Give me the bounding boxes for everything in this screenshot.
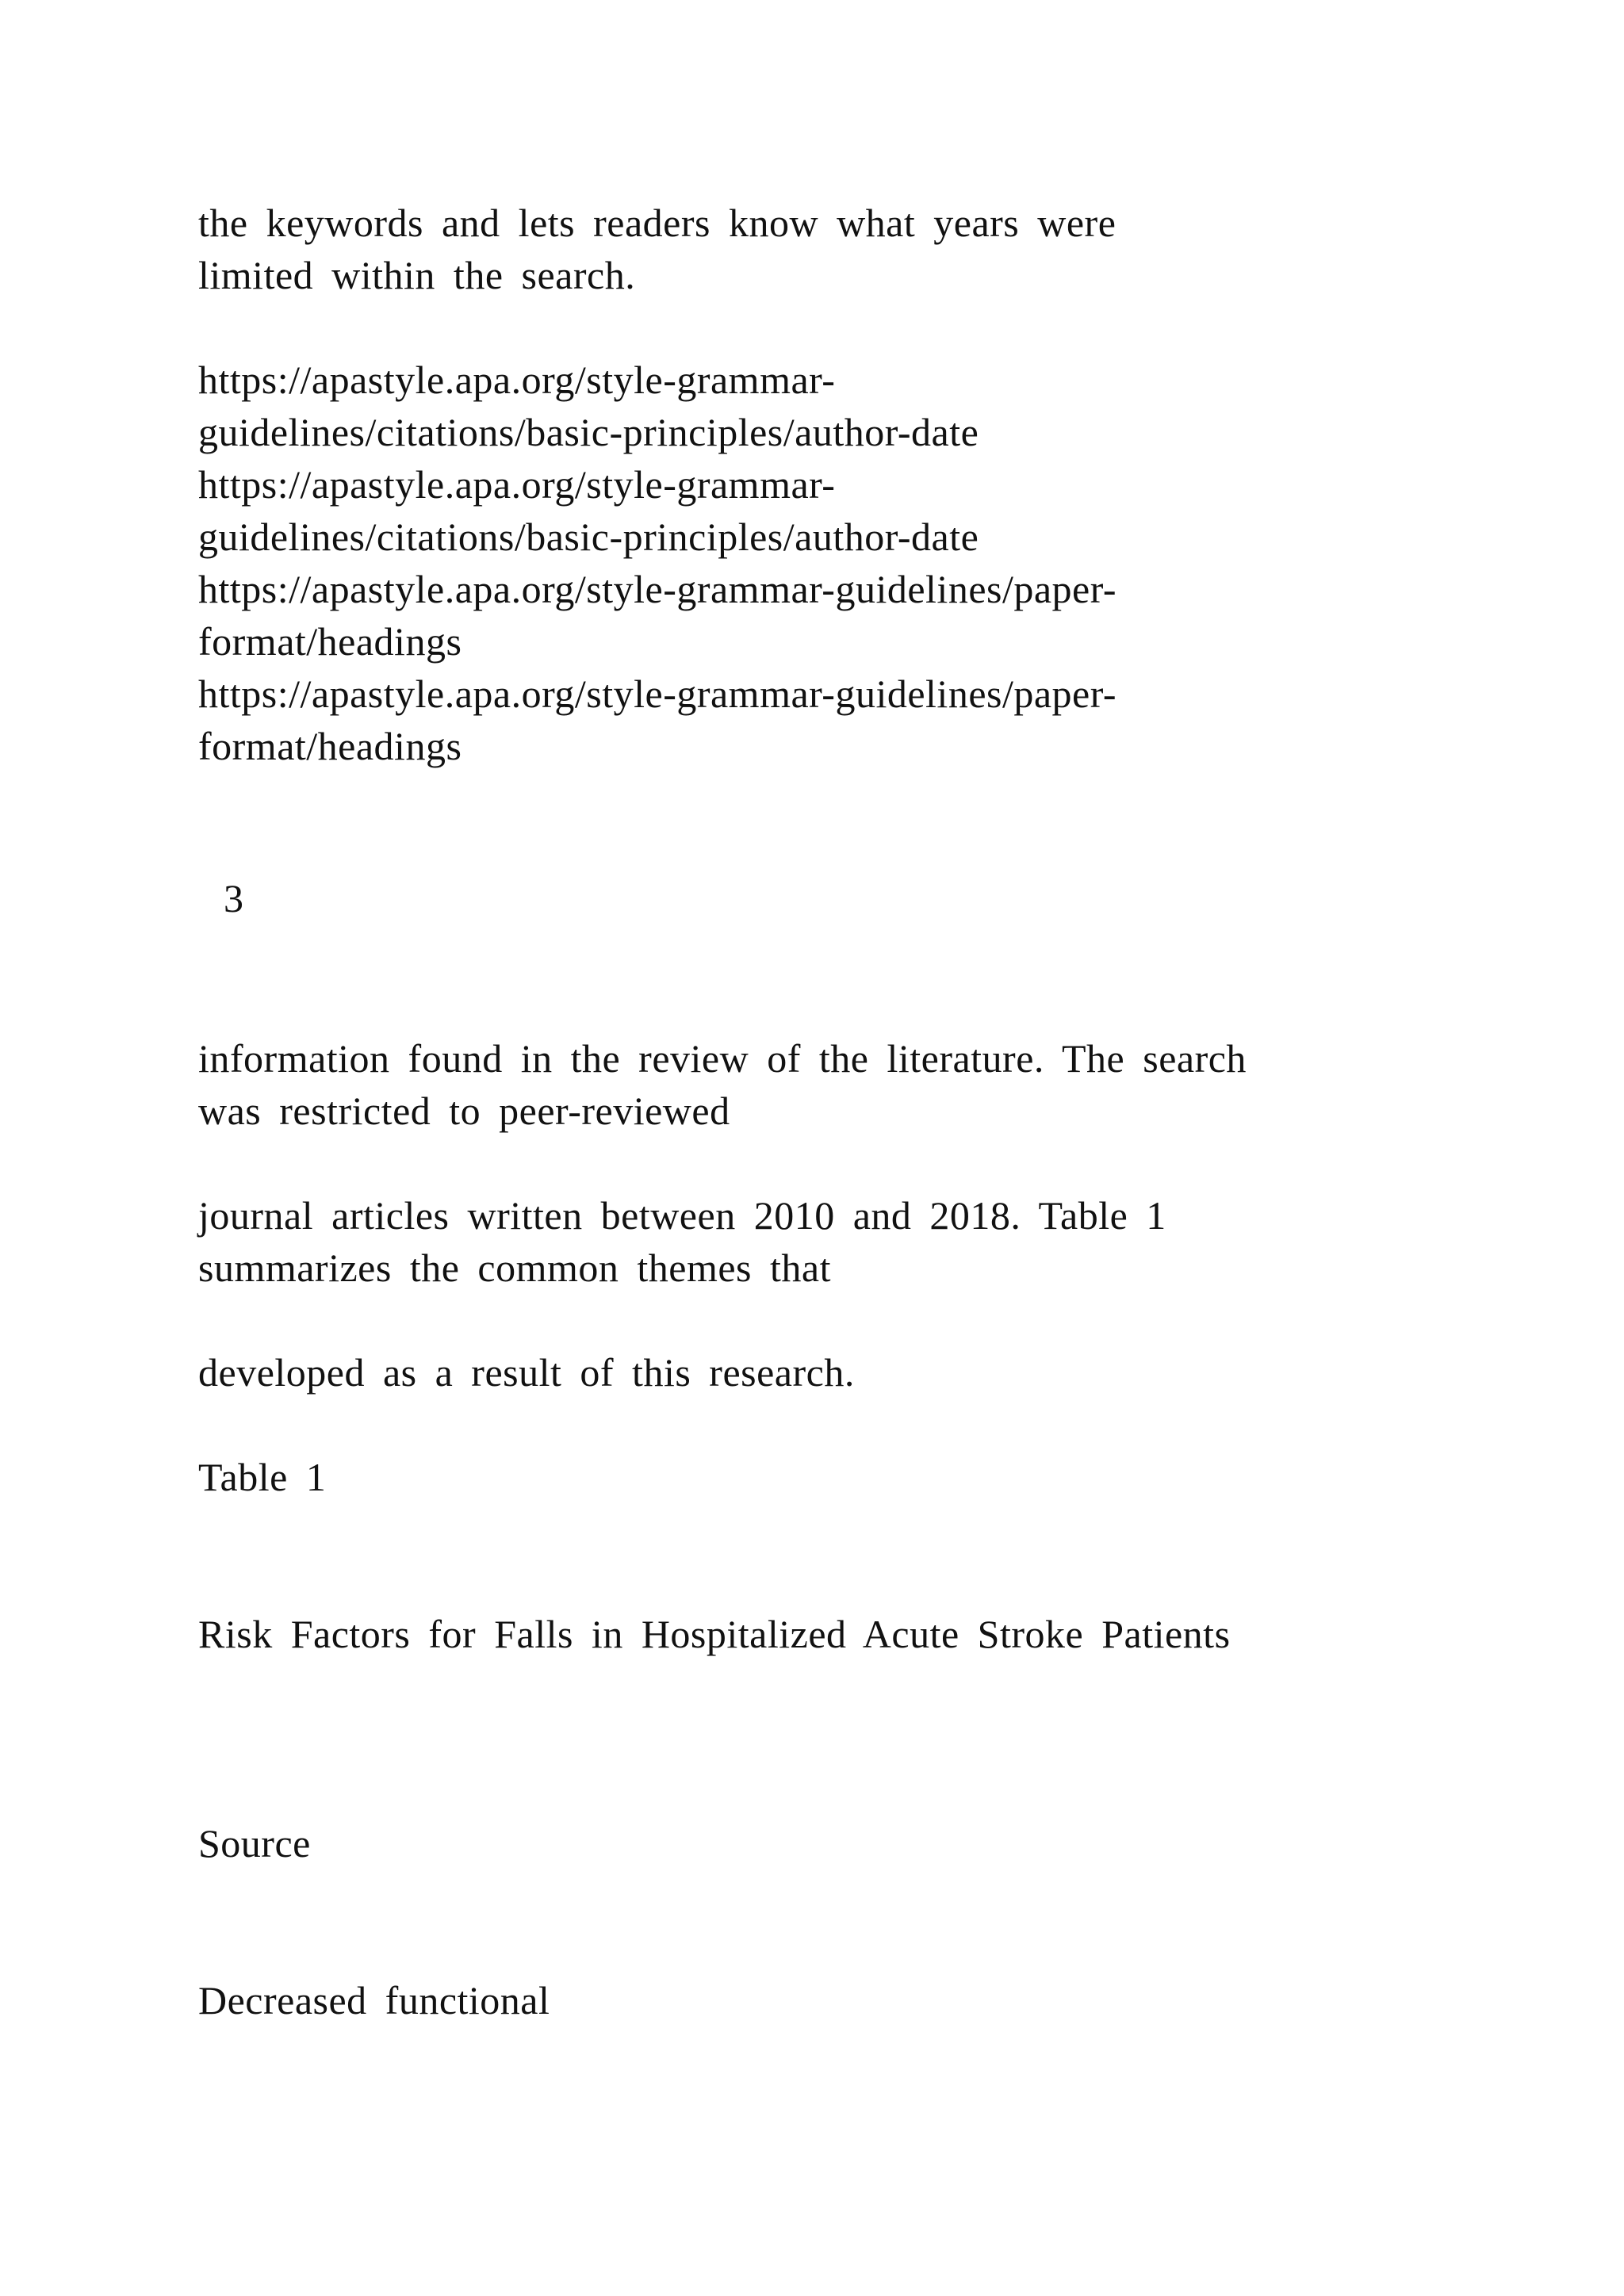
reference-link[interactable]: https://apastyle.apa.org/style-grammar- [198,358,836,402]
body-text-line: summarizes the common themes that [198,1246,831,1290]
body-text-line: was restricted to peer-reviewed [198,1089,730,1133]
table-row-label: Decreased functional [198,1978,550,2022]
body-text-line: developed as a result of this research. [198,1350,855,1395]
body-text-line: information found in the review of the literature. The search [198,1036,1247,1081]
reference-link[interactable]: guidelines/citations/basic-principles/author-date [198,410,979,454]
table-title: Risk Factors for Falls in Hospitalized Acute Stroke Patients [198,1612,1231,1656]
reference-link[interactable]: guidelines/citations/basic-principles/author-date [198,515,979,559]
table-label: Table 1 [198,1455,327,1499]
body-text-line: the keywords and lets readers know what years were [198,201,1116,245]
page-number: 3 [224,876,243,920]
reference-link[interactable]: https://apastyle.apa.org/style-grammar- [198,462,836,507]
reference-link[interactable]: https://apastyle.apa.org/style-grammar-guidelines/paper- [198,672,1117,716]
reference-link[interactable]: format/headings [198,724,462,768]
reference-link[interactable]: https://apastyle.apa.org/style-grammar-guidelines/paper- [198,567,1117,611]
body-text-line: journal articles written between 2010 and 2018. Table 1 [198,1193,1166,1238]
body-text-line: limited within the search. [198,253,636,297]
reference-link[interactable]: format/headings [198,619,462,664]
table-column-header: Source [198,1821,311,1866]
